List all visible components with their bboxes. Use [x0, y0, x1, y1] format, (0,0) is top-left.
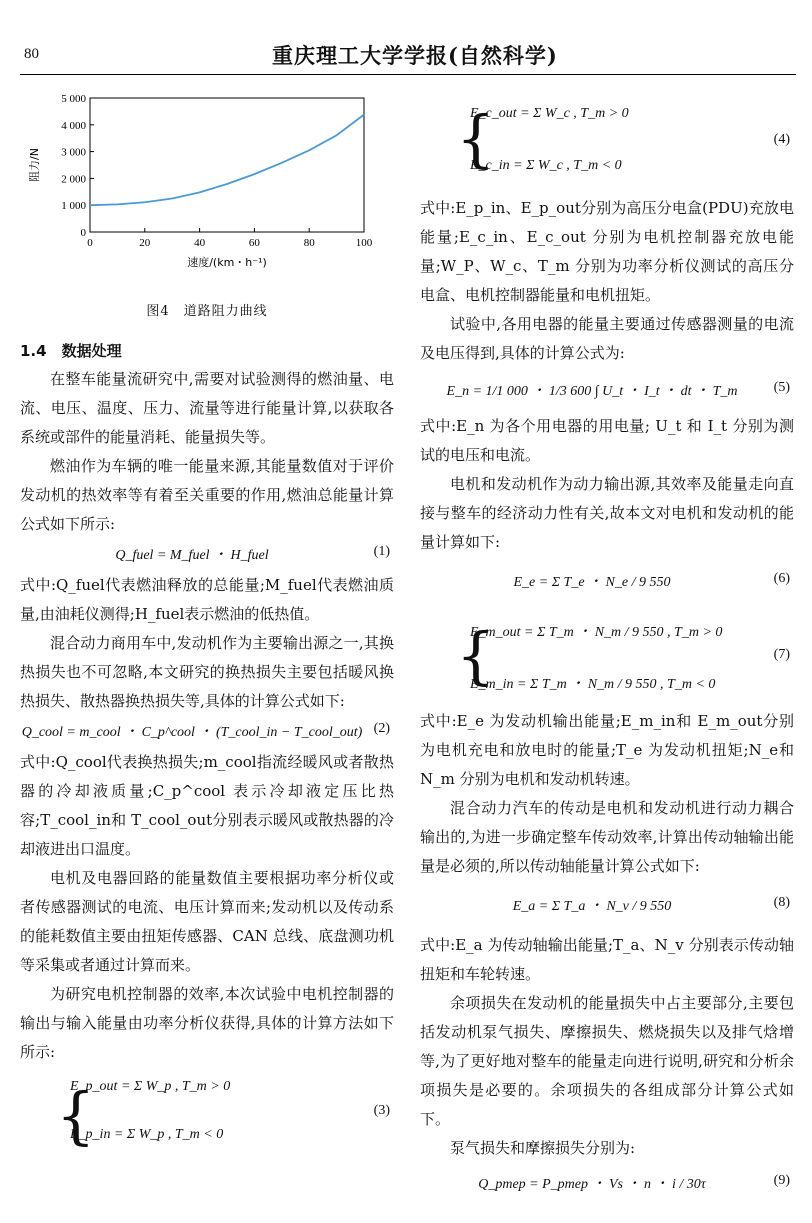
header-rule	[20, 74, 796, 75]
resistance-series-line	[90, 115, 364, 206]
y-axis-label: 阻力/N	[28, 148, 41, 182]
x-tick-label: 80	[303, 237, 315, 249]
figure-caption: 图4 道路阻力曲线	[146, 304, 268, 319]
resistance-chart-svg	[20, 86, 394, 286]
equation-number: (9)	[773, 1173, 790, 1188]
paragraph: 式中:E_n 为各个用电器的用电量; U_t 和 I_t 分别为测试的电压和电流。	[420, 417, 794, 464]
equation-6	[420, 557, 794, 607]
equation-line: E_m_out = Σ T_m ・ N_m / 9 550 , T_m > 0	[470, 625, 723, 640]
brace: {	[56, 1079, 96, 1152]
x-tick-label: 100	[355, 237, 373, 249]
paragraph: 混合动力汽车的传动是电机和发动机进行动力耦合输出的,为进一步确定整车传动效率,计算出传动轴输出能量是必须的,所以传动轴能量计算公式如下:	[420, 799, 794, 875]
figure-chart	[20, 86, 394, 286]
paragraph: 试验中,各用电器的能量主要通过传感器测量的电流及电压得到,具体的计算公式为:	[420, 315, 794, 362]
equation-body: E_a = Σ T_a ・ N_v / 9 550	[512, 899, 672, 914]
equation-number: (6)	[773, 571, 790, 586]
paragraph: 电机及电器回路的能量数值主要根据功率分析仪或者传感器测试的电流、电压计算而来;发动机以及传动系的能耗数值主要由扭矩传感器、CAN 总线、底盘测功机等采集或者通过计算而来。	[20, 869, 394, 974]
page-number: 80	[24, 46, 39, 62]
equation-3	[20, 1067, 394, 1161]
x-tick-label: 0	[87, 237, 93, 249]
equation-body: E_n = 1/1 000 ・ 1/3 600 ∫ U_t ・ I_t ・ dt ・ T_m	[446, 384, 738, 399]
equation-7	[420, 607, 794, 707]
equation-body: Q_fuel = M_fuel ・ H_fuel	[115, 548, 269, 563]
equation-body: Q_pmep = P_pmep ・ Vs ・ n ・ i / 30τ	[478, 1177, 706, 1192]
equation-number: (7)	[773, 647, 790, 662]
equation-1	[20, 539, 394, 571]
equation-number: (5)	[773, 380, 790, 395]
equation-line: E_p_in = Σ W_p , T_m < 0	[70, 1127, 224, 1142]
equation-2	[20, 716, 394, 748]
paragraph: 混合动力商用车中,发动机作为主要输出源之一,其换热损失也不可忽略,本文研究的换热损失主要包括暖风换热损失、散热器换热损失等,具体的计算公式如下:	[20, 634, 394, 710]
y-tick-label: 0	[80, 227, 86, 239]
journal-title: 重庆理工大学学报(自然科学)	[272, 43, 558, 68]
paragraph: 燃油作为车辆的唯一能量来源,其能量数值对于评价发动机的热效率等有着至关重要的作用,燃油总能量计算公式如下所示:	[20, 457, 394, 533]
paragraph: 电机和发动机作为动力输出源,其效率及能量走向直接与整车的经济动力性有关,故本文对电机和发动机的能量计算如下:	[420, 475, 794, 551]
paragraph: 为研究电机控制器的效率,本次试验中电机控制器的输出与输入能量由功率分析仪获得,具体的计算方法如下所示:	[20, 985, 394, 1061]
paragraph: 式中:Q_fuel代表燃油释放的总能量;M_fuel代表燃油质量,由油耗仪测得;H_fuel表示燃油的低热值。	[20, 576, 394, 623]
equation-line: E_p_out = Σ W_p , T_m > 0	[70, 1079, 231, 1094]
equation-9	[420, 1163, 794, 1203]
y-tick-label: 5 000	[61, 93, 86, 105]
brace: {	[456, 619, 496, 692]
paragraph: 泵气损失和摩擦损失分别为:	[450, 1139, 636, 1157]
y-tick-label: 4 000	[61, 119, 86, 132]
section-title: 1.4 数据处理	[20, 342, 122, 360]
equation-5	[420, 368, 794, 412]
x-tick-label: 40	[194, 237, 206, 249]
equation-line: E_c_in = Σ W_c , T_m < 0	[470, 158, 622, 173]
page-header	[0, 0, 812, 80]
paragraph: 式中:E_p_in、E_p_out分别为高压分电盒(PDU)充放电能量;E_c_in、E_c_out 分别为电机控制器充放电能量;W_P、W_c、T_m 分别为功率分析仪测试的高压分电盒、电机控制器能量和电机扭矩。	[420, 199, 794, 304]
y-tick-label: 1 000	[61, 200, 86, 213]
paragraph: 式中:Q_cool代表换热损失;m_cool指流经暖风或者散热器的冷却液质量;C_p^cool 表示冷却液定压比热容;T_cool_in和 T_cool_out分别表示暖风或散热器的冷却液进出口温度。	[20, 753, 394, 858]
paragraph: 式中:E_e 为发动机输出能量;E_m_in和 E_m_out分别为电机充电和放电时的能量;T_e 为发动机扭矩;N_e和 N_m 分别为电机和发动机转速。	[420, 712, 794, 788]
equation-line: E_m_in = Σ T_m ・ N_m / 9 550 , T_m < 0	[470, 677, 716, 692]
y-tick-label: 2 000	[61, 173, 86, 186]
equation-body: Q_cool = m_cool ・ C_p^cool ・ (T_cool_in − T_cool_out)	[21, 725, 363, 740]
equation-number: (4)	[773, 132, 790, 147]
y-tick-label: 3 000	[61, 146, 86, 159]
x-tick-label: 60	[248, 237, 260, 249]
brace: {	[456, 102, 496, 175]
equation-body: E_e = Σ T_e ・ N_e / 9 550	[513, 575, 671, 590]
equation-8	[420, 881, 794, 931]
x-tick-label: 20	[139, 237, 151, 249]
equation-4	[420, 90, 794, 194]
equation-line: E_c_out = Σ W_c , T_m > 0	[470, 106, 629, 121]
equation-number: (1)	[373, 544, 390, 559]
plot-frame	[90, 98, 364, 232]
equation-number: (8)	[773, 895, 790, 910]
paragraph: 式中:E_a 为传动轴输出能量;T_a、N_v 分别表示传动轴扭矩和车轮转速。	[420, 936, 794, 983]
paragraph: 在整车能量流研究中,需要对试验测得的燃油量、电流、电压、温度、压力、流量等进行能量计算,以获取各系统或部件的能量消耗、能量损失等。	[20, 370, 394, 446]
left-column	[20, 86, 394, 1161]
equation-number: (2)	[373, 721, 390, 736]
x-axis-label: 速度/(km・h⁻¹)	[187, 256, 267, 269]
paragraph: 余项损失在发动机的能量损失中占主要部分,主要包括发动机泵气损失、摩擦损失、燃烧损失以及排气焓增等,为了更好地对整车的能量走向进行说明,研究和分析余项损失是必要的。余项损失的各组成部分计算公式如下。	[420, 994, 794, 1128]
equation-number: (3)	[373, 1103, 390, 1118]
right-column	[420, 90, 794, 1203]
